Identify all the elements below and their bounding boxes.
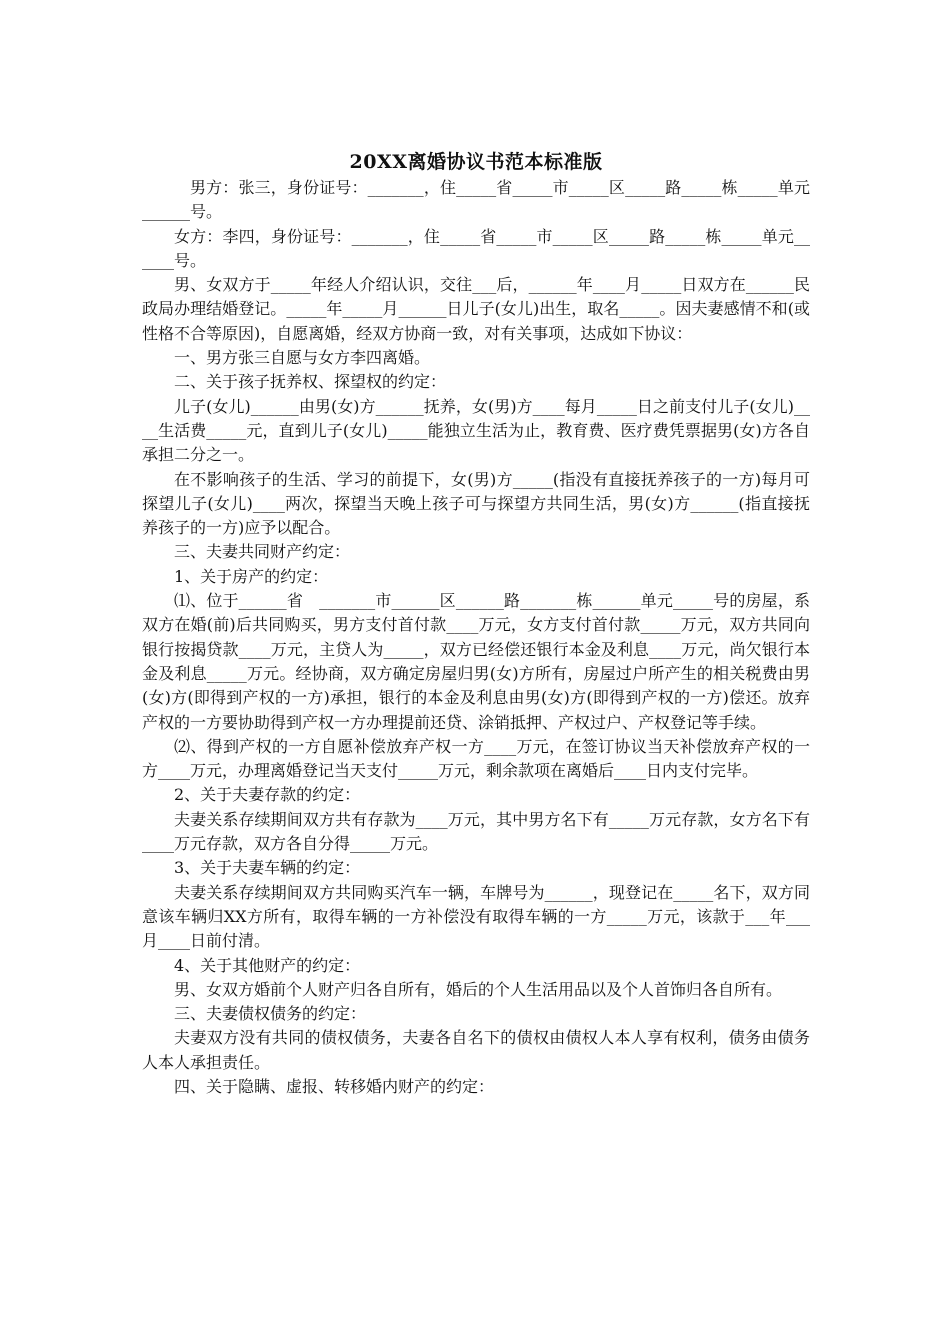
- clause-1-heading: 一、男方张三自愿与女方李四离婚。: [174, 348, 431, 368]
- background-paragraph: 男、女双方于_____年经人介绍认识，交往___后，______年____月_____日双方在______民政局办理结婚登记。_____年_____月______日儿子(女儿)出生，取名_____。因夫妻感情不和(或性格不合等原因)，自愿离婚，经双方协商一致，对有关事项，达成如下协议：: [142, 275, 810, 343]
- property-subheading: 1、关于房产的约定：: [174, 566, 329, 586]
- vehicle-subheading: 3、关于夫妻车辆的约定：: [174, 858, 361, 878]
- clause-3-heading: 三、夫妻共同财产约定：: [174, 542, 351, 562]
- document-title: 20XX离婚协议书范本标准版: [349, 151, 603, 173]
- visitation-paragraph: 在不影响孩子的生活、学习的前提下，女(男)方_____(指没有直接抚养孩子的一方)每月可探望儿子(女儿)____两次，探望当天晚上孩子可与探望方共同生活，男(女)方______(指直接抚养孩子的一方)应予以配合。: [142, 469, 810, 538]
- savings-paragraph: 夫妻关系存续期间双方共有存款为____万元，其中男方名下有_____万元存款，女方名下有____万元存款，双方各自分得_____万元。: [142, 809, 810, 854]
- savings-subheading: 2、关于夫妻存款的约定：: [174, 785, 361, 805]
- party-male-paragraph: 男方：张三，身份证号：_______，住_____省_____市_____区_____路_____栋_____单元______号。: [142, 178, 810, 222]
- clause-2-heading: 二、关于孩子抚养权、探望权的约定：: [174, 372, 447, 392]
- custody-paragraph: 儿子(女儿)______由男(女)方______抚养，女(男)方____每月_____日之前支付儿子(女儿)____生活费_____元，直到儿子(女儿)_____能独立生活为止，教育费、医疗费凭票据男(女)方各自承担二分之一。: [142, 396, 810, 465]
- property-item-1-paragraph: ⑴、位于______省 _______市______区______路_______栋______单元_____号的房屋，系双方在婚(前)后共同购买，男方支付首付款____万元，女方支付首付款_____万元，双方共同向银行按揭贷款____万元，主贷人为_____，双方已经偿还银行本金及利息____万元，尚欠银行本金及利息_____万元。经协商，双方确定房屋归男(女)方所有，房屋过户所产生的相关税费由男(女)方(即得到产权的一方)承担，银行的本金及利息由男(女)方(即得到产权的一方)偿还。放弃产权的一方要协助得到产权一方办理提前还贷、涂销抵押、产权过户、产权登记等手续。: [142, 591, 810, 732]
- vehicle-paragraph: 夫妻关系存续期间双方共同购买汽车一辆，车牌号为______，现登记在_____名下，双方同意该车辆归XX方所有，取得车辆的一方补偿没有取得车辆的一方_____万元，该款于___年___月____日前付清。: [142, 882, 810, 951]
- concealment-heading: 四、关于隐瞒、虚报、转移婚内财产的约定：: [174, 1076, 495, 1096]
- other-property-paragraph: 男、女双方婚前个人财产归各自所有，婚后的个人生活用品以及个人首饰归各自所有。: [174, 979, 783, 999]
- document-page: [142, 148, 810, 1099]
- party-female-paragraph: 女方：李四，身份证号：_______，住_____省_____市_____区_____路_____栋_____单元______号。: [142, 226, 810, 270]
- other-property-subheading: 4、关于其他财产的约定：: [174, 955, 361, 975]
- debts-paragraph: 夫妻双方没有共同的债权债务，夫妻各自名下的债权由债权人本人享有权利，债务由债务人本人承担责任。: [142, 1028, 810, 1072]
- property-item-2-paragraph: ⑵、得到产权的一方自愿补偿放弃产权一方____万元，在签订协议当天补偿放弃产权的一方____万元，办理离婚登记当天支付_____万元，剩余款项在离婚后____日内支付完毕。: [142, 736, 810, 781]
- debts-heading: 三、夫妻债权债务的约定：: [174, 1004, 367, 1024]
